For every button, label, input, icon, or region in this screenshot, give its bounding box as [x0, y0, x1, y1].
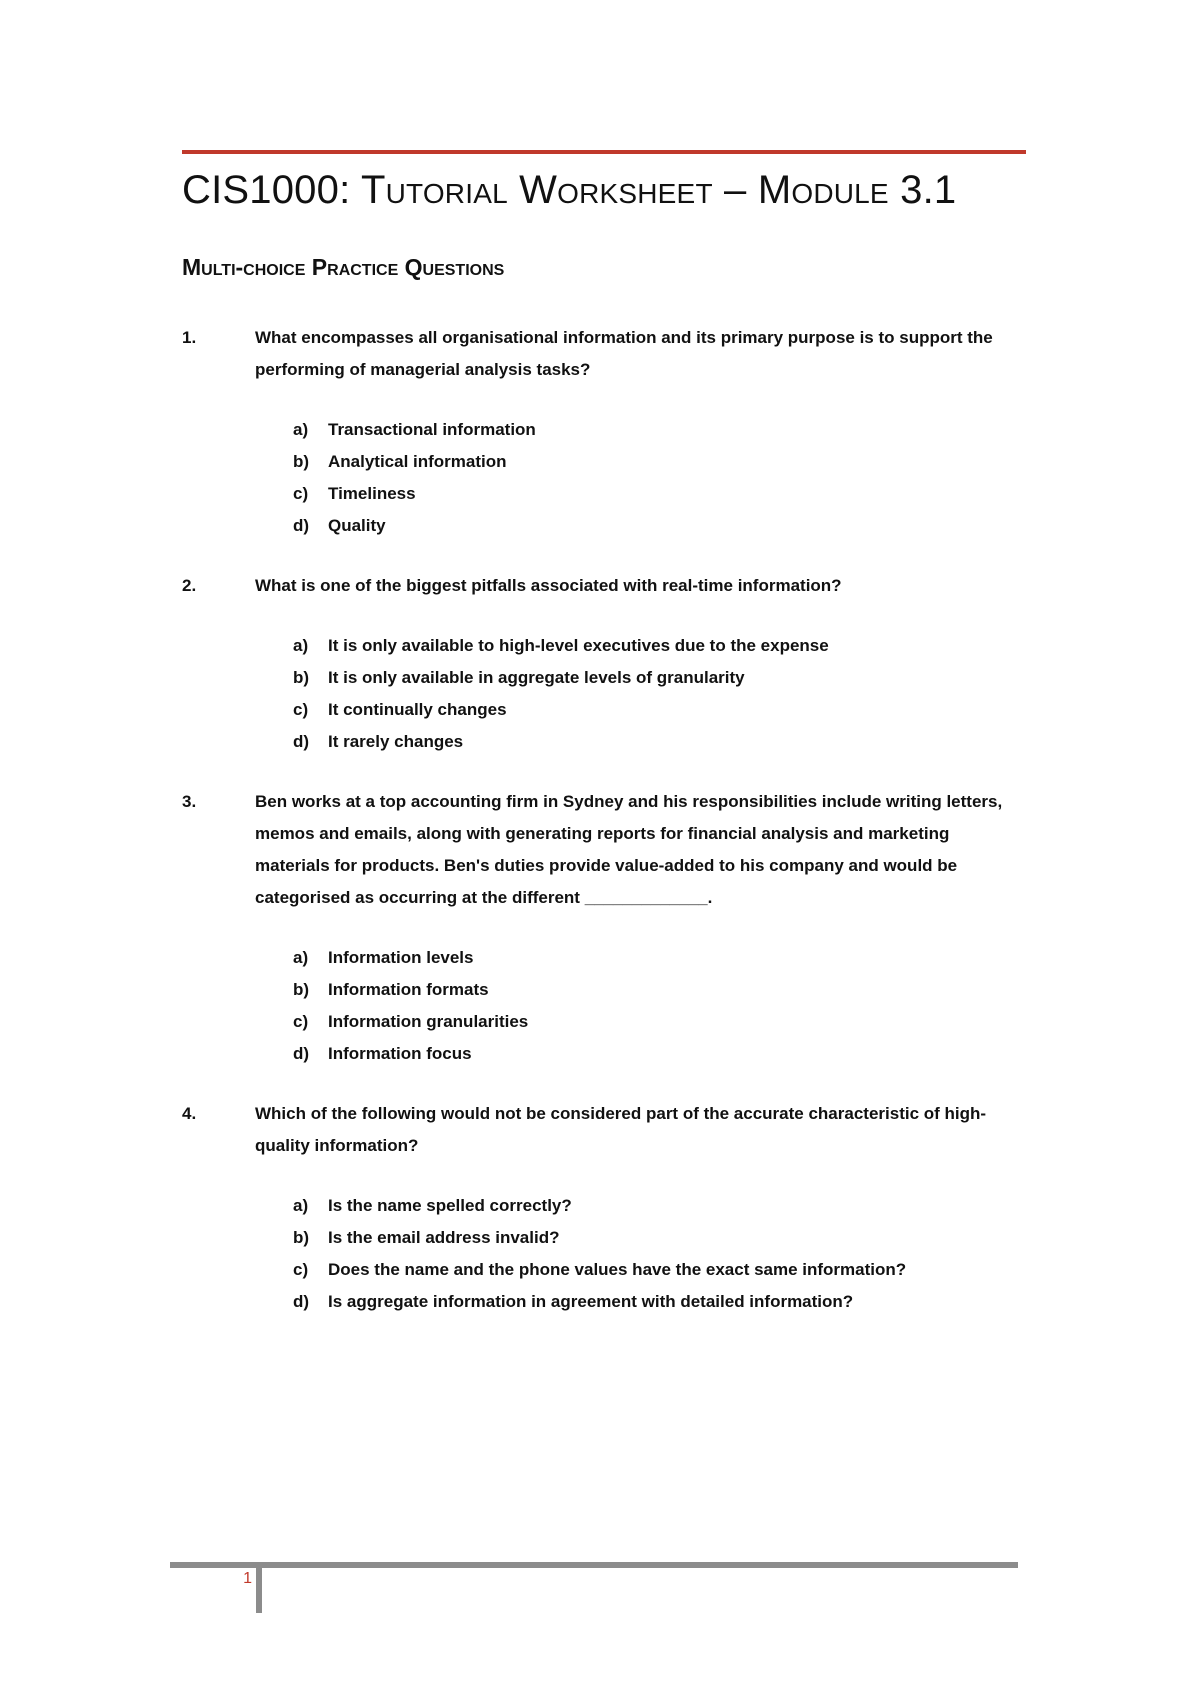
option-d	[182, 726, 1026, 758]
option-letter: c)	[293, 1012, 309, 1031]
question-number: 1.	[182, 328, 197, 347]
option-text: It continually changes	[328, 700, 507, 719]
option-letter: a)	[293, 636, 309, 655]
option-text: It is only available to high-level executives due to the expense	[328, 636, 829, 655]
option-d	[182, 1038, 1026, 1070]
option-letter: b)	[293, 980, 310, 999]
question-list	[182, 322, 1026, 1346]
question-text: Which of the following would not be considered part of the accurate characteristic of high-quality information?	[255, 1104, 987, 1155]
page-number: 1	[243, 1570, 252, 1587]
option-letter: b)	[293, 452, 310, 471]
option-a	[182, 942, 1026, 974]
option-letter: d)	[293, 1292, 310, 1311]
question-1	[182, 322, 1026, 542]
question-number: 3.	[182, 792, 197, 811]
option-list	[182, 414, 1026, 542]
question-text: Ben works at a top accounting firm in Sydney and his responsibilities include writing letters, memos and emails, along with generating reports for financial analysis and marketing materials for products. Ben's duties provide value-added to his company and would be categorised as occurring at the different _____________.	[255, 792, 1003, 907]
option-text: Transactional information	[328, 420, 536, 439]
option-c	[182, 694, 1026, 726]
option-a	[182, 1190, 1026, 1222]
option-text: Information formats	[328, 980, 489, 999]
option-c	[182, 1254, 1026, 1286]
option-text: Does the name and the phone values have the exact same information?	[328, 1260, 907, 1279]
question-number: 4.	[182, 1104, 197, 1123]
question-text: What is one of the biggest pitfalls associated with real-time information?	[255, 576, 842, 595]
option-text: Is the email address invalid?	[328, 1228, 560, 1247]
option-letter: b)	[293, 1228, 310, 1247]
option-a	[182, 414, 1026, 446]
section-heading: Multi-choice Practice Questions	[182, 254, 505, 280]
option-c	[182, 1006, 1026, 1038]
option-list	[182, 630, 1026, 758]
option-a	[182, 630, 1026, 662]
option-b	[182, 974, 1026, 1006]
option-text: Timeliness	[328, 484, 416, 503]
footer-rule	[170, 1562, 1018, 1568]
option-text: Information focus	[328, 1044, 472, 1063]
option-text: Information granularities	[328, 1012, 529, 1031]
option-letter: c)	[293, 484, 309, 503]
option-letter: a)	[293, 948, 309, 967]
option-text: Analytical information	[328, 452, 507, 471]
option-letter: d)	[293, 1044, 310, 1063]
option-text: It rarely changes	[328, 732, 464, 751]
option-list	[182, 942, 1026, 1070]
option-letter: a)	[293, 420, 309, 439]
option-letter: c)	[293, 1260, 309, 1279]
option-letter: d)	[293, 732, 310, 751]
option-letter: a)	[293, 1196, 309, 1215]
option-text: It is only available in aggregate levels of granularity	[328, 668, 745, 687]
question-text: What encompasses all organisational information and its primary purpose is to support the performing of managerial analysis tasks?	[255, 328, 993, 379]
option-d	[182, 510, 1026, 542]
option-text: Is aggregate information in agreement with detailed information?	[328, 1292, 854, 1311]
option-text: Is the name spelled correctly?	[328, 1196, 572, 1215]
question-3	[182, 786, 1026, 1070]
footer-divider	[256, 1565, 262, 1613]
option-letter: c)	[293, 700, 309, 719]
question-4	[182, 1098, 1026, 1318]
option-list	[182, 1190, 1026, 1318]
question-number: 2.	[182, 576, 197, 595]
option-b	[182, 1222, 1026, 1254]
option-text: Information levels	[328, 948, 474, 967]
option-c	[182, 478, 1026, 510]
option-text: Quality	[328, 516, 386, 535]
option-letter: d)	[293, 516, 310, 535]
option-b	[182, 446, 1026, 478]
option-letter: b)	[293, 668, 310, 687]
question-2	[182, 570, 1026, 758]
page-title: CIS1000: Tutorial Worksheet – Module 3.1	[182, 168, 957, 212]
option-b	[182, 662, 1026, 694]
option-d	[182, 1286, 1026, 1318]
title-rule	[182, 150, 1026, 154]
